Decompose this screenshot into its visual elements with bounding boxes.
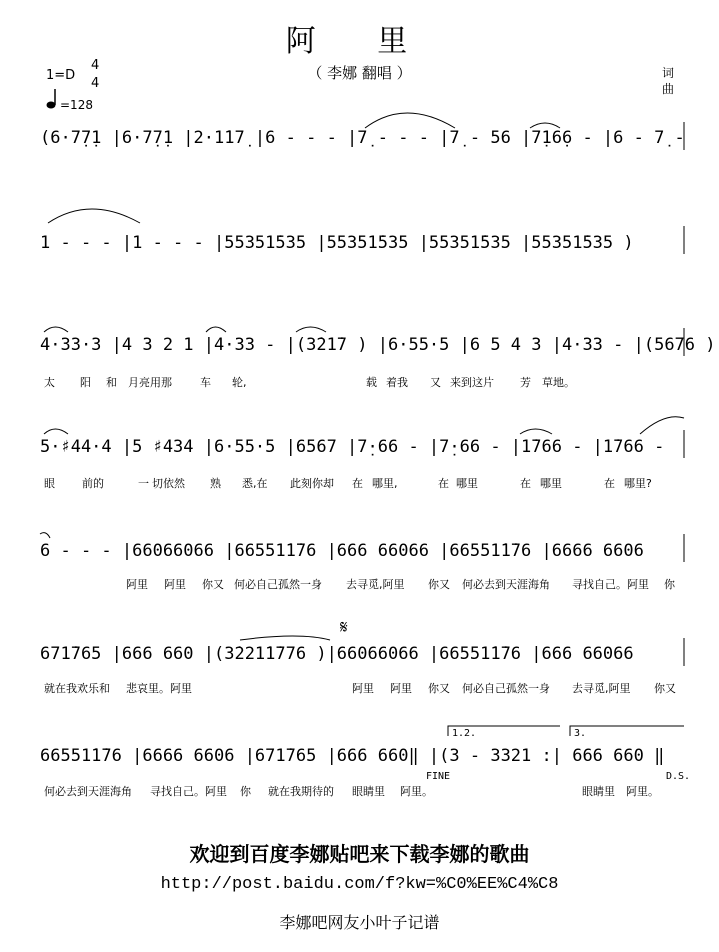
lyric: 草地。: [542, 376, 575, 389]
lyric: 阿里。: [626, 785, 659, 798]
volta-1-label: 1.2.: [452, 728, 477, 739]
staff-row-7: 66551̇1̇76 |6666 6606 |671̇765 |666 660‖ |(3 - 3321 :| 666 660 ‖: [40, 746, 665, 766]
lyric: 着我: [386, 376, 408, 389]
lyric: 就在我欢乐和: [44, 682, 110, 695]
composer-label: 曲: [662, 82, 675, 96]
lyric: 前的: [82, 477, 104, 490]
volta-bracket: [448, 726, 560, 736]
footer-url[interactable]: http://post.baidu.com/f?kw=%C0%EE%C4%C8: [160, 875, 559, 894]
page-title: 阿 里: [285, 24, 434, 59]
staff-row-6: 671̇765 |666 660 |(3̇221̇1̇776 )|66066066 |66551̇1̇76 |666 66066: [40, 644, 634, 664]
lyric: 眼睛里: [352, 785, 385, 798]
slur: [520, 429, 552, 434]
slur: [530, 123, 560, 128]
lyric: 眼睛里: [582, 785, 615, 798]
lyric: 寻找自己。阿里: [150, 785, 227, 798]
slur: [40, 533, 50, 538]
lyric: 阿里: [352, 682, 374, 695]
lyricist-label: 词: [662, 66, 675, 80]
staff-row-4: 5·♯44·4 |5 ♯434 |6·55·5 |6567 |7̣·66 - |7̣·66 - |1̇766 - |1̇766 -: [40, 437, 665, 457]
key-signature: 1=D: [46, 68, 76, 83]
lyric: 你又: [428, 578, 450, 591]
footer-welcome: 欢迎到百度李娜贴吧来下载李娜的歌曲: [189, 842, 530, 866]
lyric: 去寻觅,阿里: [346, 578, 405, 591]
lyric: 切依然: [152, 477, 185, 490]
lyric: 在: [604, 477, 615, 490]
slur: [240, 636, 330, 640]
slur: [48, 209, 140, 223]
lyric: 阿里。: [400, 785, 433, 798]
lyric: 眼: [44, 477, 55, 490]
lyric: 何必自己孤然一身: [462, 682, 550, 695]
lyric: 在: [438, 477, 449, 490]
lyric: 你又: [428, 682, 450, 695]
lyric: 来到这片: [450, 376, 494, 389]
lyric: 你又: [202, 578, 224, 591]
lyric: 又: [430, 376, 441, 389]
lyric: 你: [240, 785, 251, 798]
lyric: 你: [664, 578, 675, 591]
lyric: 太: [44, 376, 55, 389]
lyric: 阿里: [390, 682, 412, 695]
staff-row-1: (6·7̣7̣1 |6·7̣7̣1 |2·1̇17̣ |6 - - - |7̣ - - - |7̣ - 56 |7̣16̣6 - |6 - 7̣ -: [40, 128, 685, 148]
lyric: 就在我期待的: [268, 785, 334, 798]
lyric: 寻找自己。阿里: [572, 578, 649, 591]
time-signature-top: 4: [91, 58, 100, 73]
lyric: 悉,在: [242, 477, 268, 490]
lyric: 月亮用那: [128, 376, 172, 389]
lyric: 何必去到天涯海角: [44, 785, 132, 798]
page-subtitle: （ 李娜 翻唱 ）: [307, 64, 412, 82]
lyric: 熟: [210, 477, 221, 490]
slur: [44, 429, 68, 434]
staff-row-5: 6 - - - |66066066 |66551̇1̇76 |666 66066 |66551̇1̇76 |6666 6606: [40, 541, 644, 561]
lyric: 芳: [520, 376, 531, 389]
lyric: 此刻你却: [290, 477, 334, 490]
lyric: 阿里: [126, 578, 148, 591]
slur: [296, 327, 326, 332]
staff-row-3: 4·33·3 |4 3 2 1 |4·33 - |(3̇21̇7 ) |6·55·5 |6 5 4 3 |4·33 - |(5676 ): [40, 335, 716, 355]
lyric: 悲哀里。阿里: [126, 682, 192, 695]
slur: [44, 327, 68, 332]
lyric: 哪里: [540, 477, 562, 490]
lyric: 车: [200, 376, 211, 389]
volta-2-label: 3.: [574, 728, 587, 739]
volta-bracket: [570, 726, 684, 736]
lyric: 何必去到天涯海角: [462, 578, 550, 591]
lyric: 哪里?: [624, 477, 652, 490]
footer-credit: 李娜吧网友小叶子记谱: [279, 913, 440, 932]
lyric: 你又: [654, 682, 676, 695]
tempo-marking: =128: [60, 98, 93, 112]
segno-sign: 𝄋: [340, 617, 348, 638]
fine-label: FINE: [426, 771, 451, 782]
lyric: 何必自己孤然一身: [234, 578, 322, 591]
ds-label: D.S.: [666, 771, 691, 782]
lyric: 在: [520, 477, 531, 490]
lyric: 和: [106, 376, 117, 389]
lyric: 轮,: [232, 376, 247, 389]
slur: [640, 417, 684, 434]
staff-row-2: 1 - - - |1 - - - |55351̇535 |55351̇535 |55351̇535 |55351̇535 ): [40, 233, 634, 253]
lyric: 哪里: [456, 477, 478, 490]
lyric: 阳: [80, 376, 91, 389]
lyric: 哪里,: [372, 477, 398, 490]
slur: [365, 113, 455, 128]
lyric: 一: [138, 477, 149, 490]
lyric: 在: [352, 477, 363, 490]
lyric: 阿里: [164, 578, 186, 591]
time-signature-bottom: 4: [91, 76, 100, 91]
slur: [206, 327, 226, 332]
lyric: 去寻觅,阿里: [572, 682, 631, 695]
lyric: 载: [366, 376, 377, 389]
